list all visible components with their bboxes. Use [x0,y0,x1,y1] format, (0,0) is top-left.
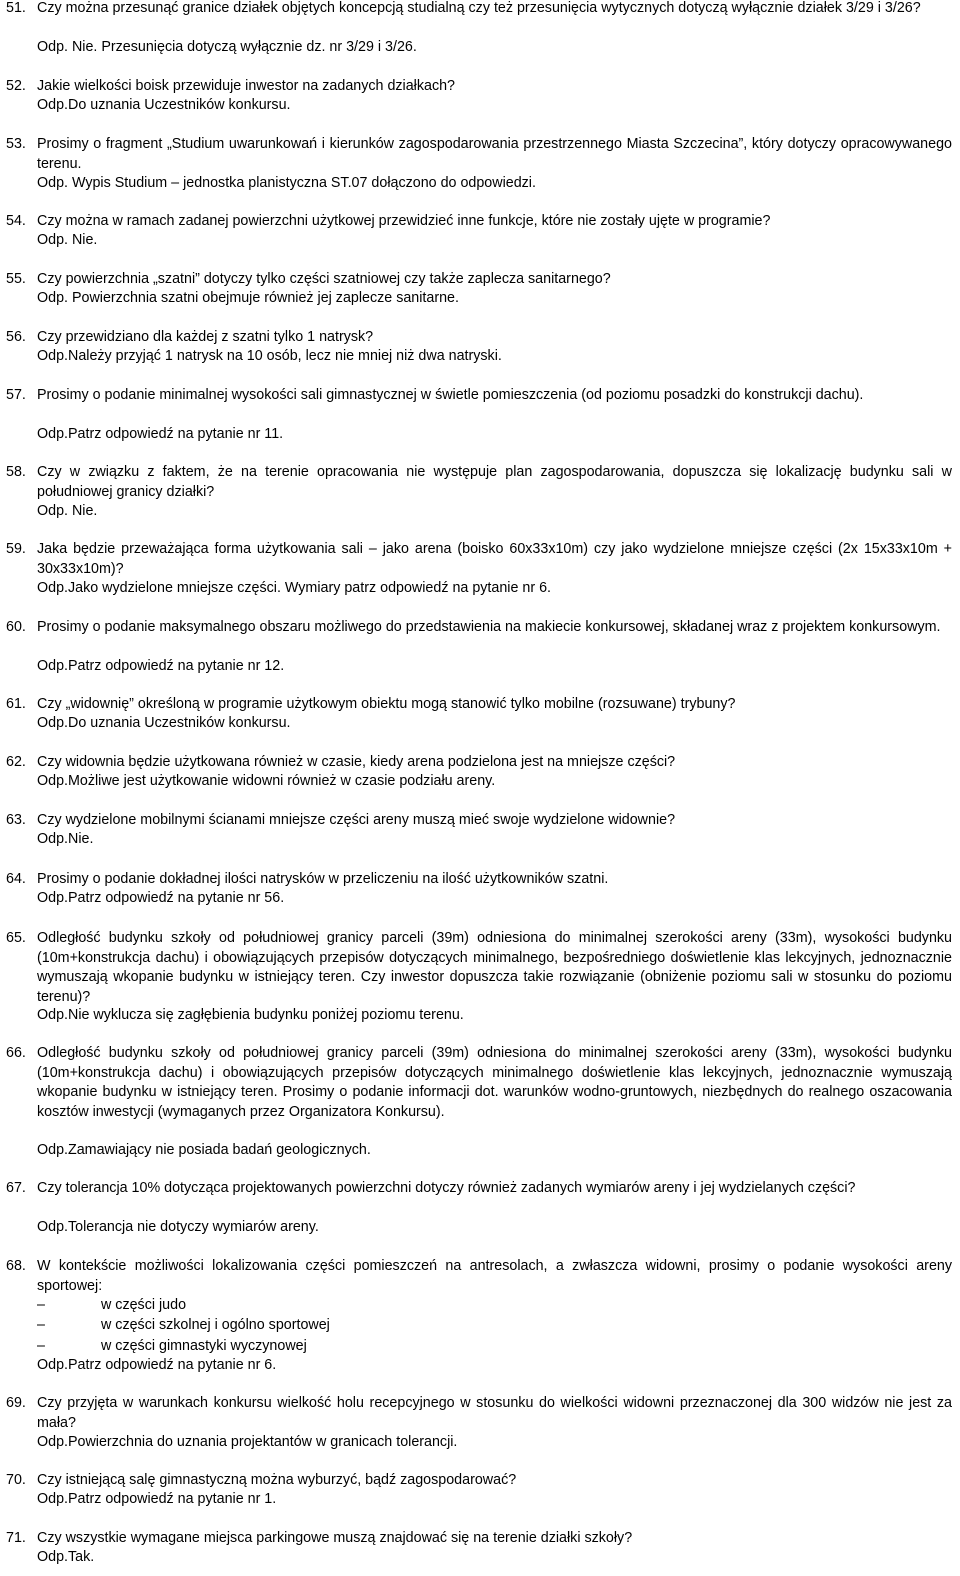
list-item: – w części judo [37,1297,187,1313]
answer-text: Odp.Patrz odpowiedź na pytanie nr 11. [37,426,284,442]
list-item: – w części gimnastyki wyczynowej [37,1337,307,1354]
item-number: 59. [6,541,26,557]
item-number: 69. [6,1395,26,1411]
answer-text: Odp.Patrz odpowiedź na pytanie nr 12. [37,658,285,674]
answer-text: Odp.Powierzchnia do uznania projektantów w granicach tolerancji. [37,1434,458,1450]
item-number: 68. [6,1258,26,1274]
question-text: Czy przewidziano dla każdej z szatni tylko 1 natrysk? [37,329,374,345]
answer-text: Odp.Nie. [37,831,94,847]
question-text: Czy przyjęta w warunkach konkursu wielkość holu recepcyjnego w stosunku do wielkości widowni przeznaczonej dla 300 widzów nie jest za mała? [37,1395,952,1431]
item-number: 60. [6,619,26,635]
answer-text: Odp. Nie. [37,503,98,519]
item-number: 57. [6,387,26,403]
answer-text: Odp. Nie. [37,232,98,248]
question-text: Czy można w ramach zadanej powierzchni użytkowej przewidzieć inne funkcje, które nie zostały ujęte w programie? [37,213,771,229]
answer-text: Odp. Powierzchnia szatni obejmuje również jej zaplecze sanitarne. [37,290,459,306]
item-number: 56. [6,329,26,345]
question-text: Prosimy o podanie maksymalnego obszaru możliwego do przedstawienia na makiecie konkursowej, składanej wraz z projektem konkursowym. [37,619,941,635]
item-number: 52. [6,78,26,94]
item-number: 66. [6,1045,26,1061]
answer-text: Odp.Należy przyjąć 1 natrysk na 10 osób, lecz nie mniej niż dwa natryski. [37,348,502,364]
question-text: Czy widownia będzie użytkowana również w czasie, kiedy arena podzielona jest na mniejsze części? [37,754,676,770]
question-text: Prosimy o podanie dokładnej ilości natrysków w przeliczeniu na ilość użytkowników szatni. [37,871,609,887]
answer-text: Odp.Do uznania Uczestników konkursu. [37,97,291,113]
question-text: Prosimy o podanie minimalnej wysokości sali gimnastycznej w świetle pomieszczenia (od poziomu posadzki do konstrukcji dachu). [37,387,864,403]
item-number: 53. [6,136,26,152]
question-text: Czy „widownię” określoną w programie użytkowym obiektu mogą stanowić tylko mobilne (rozsuwane) trybuny? [37,696,736,712]
height-list [37,1295,737,1356]
item-number: 67. [6,1180,26,1196]
answer-text: Odp.Zamawiający nie posiada badań geologicznych. [37,1142,371,1158]
answer-text: Odp.Jako wydzielone mniejsze części. Wymiary patrz odpowiedź na pytanie nr 6. [37,580,551,596]
answer-text: Odp.Tolerancja nie dotyczy wymiarów areny. [37,1219,319,1235]
answer-text: Odp.Nie wyklucza się zagłębienia budynku poniżej poziomu terenu. [37,1007,464,1023]
item-number: 63. [6,812,26,828]
item-number: 55. [6,271,26,287]
answer-text: Odp.Patrz odpowiedź na pytanie nr 6. [37,1357,277,1373]
question-text: Odległość budynku szkoły od południowej granicy parceli (39m) odniesiona do minimalnej szerokości areny (33m), wysokości budynku (10m+konstrukcja dachu) i obowiązujących przepisów dotyczących minimalnego doświetlenie klas lekcyjnych, jednoznacznie wymuszają wkopanie budynku w istniejący teren. Prosimy o podanie informacji dot. warunków wodno-gruntowych, niezbędnych do realnego oszacowania kosztów inwestycji (wymaganych przez Organizatora Konkursu). [37,1045,952,1120]
answer-text: Odp. Nie. Przesunięcia dotyczą wyłącznie dz. nr 3/29 i 3/26. [37,39,417,55]
answer-text: Odp.Możliwe jest użytkowanie widowni również w czasie podziału areny. [37,773,496,789]
item-number: 64. [6,871,26,887]
question-text: Prosimy o fragment „Studium uwarunkowań i kierunków zagospodarowania przestrzennego Miasta Szczecina”, który dotyczy opracowywanego terenu. [37,136,952,172]
item-number: 71. [6,1530,26,1546]
answer-text: Odp.Patrz odpowiedź na pytanie nr 56. [37,890,285,906]
question-text: Czy wydzielone mobilnymi ścianami mniejsze części areny muszą mieć swoje wydzielone widownie? [37,812,676,828]
question-text: Czy można przesunąć granice działek objętych koncepcją studialną czy też przesunięcia wytycznych dotyczą wyłącznie działek 3/29 i 3/26? [37,0,921,16]
list-item: – w części szkolnej i ogólno sportowej [37,1317,330,1334]
item-number: 51. [6,0,26,16]
question-text: Jakie wielkości boisk przewiduje inwestor na zadanych działkach? [37,78,455,94]
item-number: 61. [6,696,26,712]
answer-text: Odp.Patrz odpowiedź na pytanie nr 1. [37,1491,277,1507]
item-number: 65. [6,930,26,946]
question-text: Czy w związku z faktem, że na terenie opracowania nie występuje plan zagospodarowania, dopuszcza się lokalizację budynku sali w południowej granicy działki? [37,464,952,500]
question-text: Odległość budynku szkoły od południowej granicy parceli (39m) odniesiona do minimalnej szerokości areny (33m), wysokości budynku (10m+konstrukcja dachu) i obowiązujących przepisów dotyczących minimalnego, bezpośredniego doświetlenie klas lekcyjnych, jednoznacznie wymuszają wkopanie budynku w istniejący teren. Czy inwestor dopuszcza takie rozwiązanie (obniżenie poziomu sali w stosunku do poziomu terenu)? [37,930,952,1005]
question-text: Jaka będzie przeważająca forma użytkowania sali – jako arena (boisko 60x33x10m) czy jako wydzielone mniejsze części (2x 15x33x10m + 30x33x10m)? [37,541,952,577]
item-number: 70. [6,1472,26,1488]
answer-text: Odp. Wypis Studium – jednostka planistyczna ST.07 dołączono do odpowiedzi. [37,175,536,191]
item-number: 54. [6,213,26,229]
question-text: Czy tolerancja 10% dotycząca projektowanych powierzchni dotyczy również zadanych wymiarów areny i jej wydzielanych części? [37,1180,856,1196]
answer-text: Odp.Do uznania Uczestników konkursu. [37,715,291,731]
question-text: Czy powierzchnia „szatni” dotyczy tylko części szatniowej czy także zaplecza sanitarnego? [37,271,611,287]
question-text: W kontekście możliwości lokalizowania części pomieszczeń na antresolach, a zwłaszcza widowni, prosimy o podanie wysokości areny sportowej: [37,1258,952,1294]
item-number: 62. [6,754,26,770]
question-text: Czy wszystkie wymagane miejsca parkingowe muszą znajdować się na terenie działki szkoły? [37,1530,633,1546]
answer-text: Odp.Tak. [37,1549,95,1565]
question-text: Czy istniejącą salę gimnastyczną można wyburzyć, bądź zagospodarować? [37,1472,517,1488]
item-number: 58. [6,464,26,480]
